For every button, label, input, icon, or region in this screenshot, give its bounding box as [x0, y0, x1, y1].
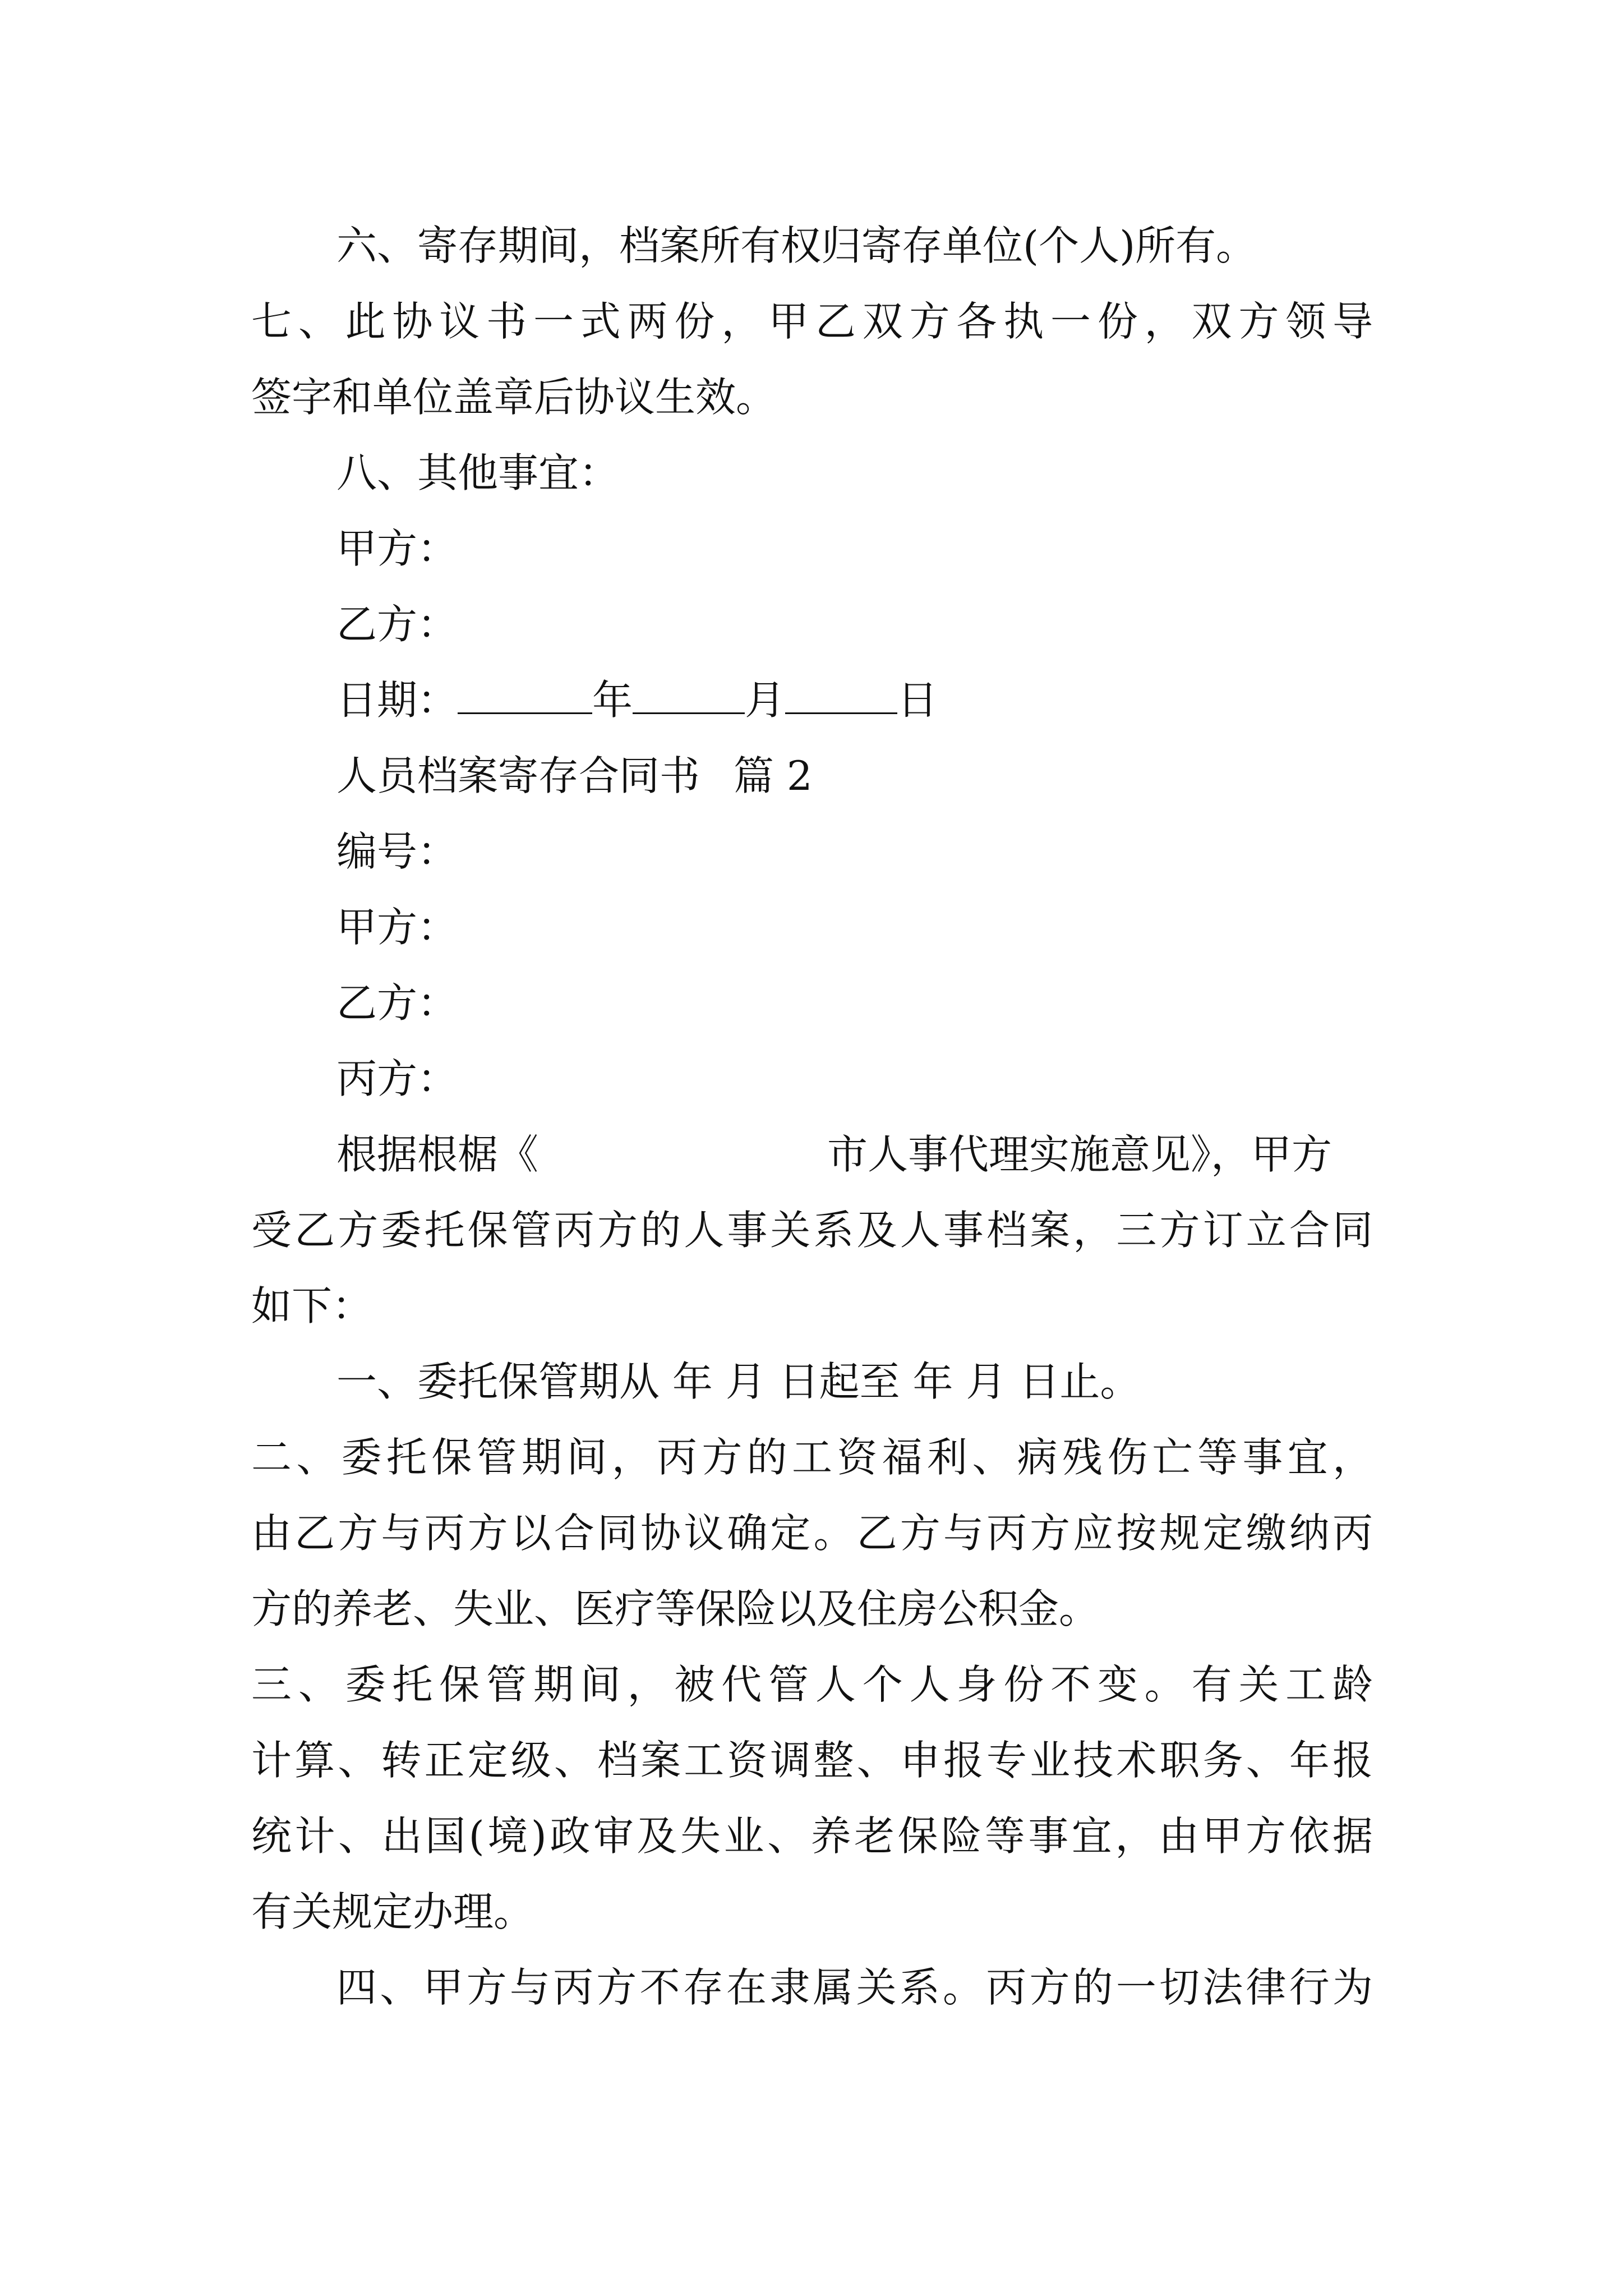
date-line: [336, 675, 938, 725]
clause-three-line-2: 计算、转正定级、档案工资调整、申报专业技术职务、年报: [251, 1737, 1373, 1784]
clause-two-line-1: 二、委托保管期间，丙方的工资福利、病残伤亡等事宜，: [251, 1434, 1373, 1481]
clause-two-line-3: 方的养老、失业、医疗等保险以及住房公积金。: [251, 1585, 1100, 1632]
year-blank: [458, 678, 592, 714]
clause-three-line-4: 有关规定办理。: [251, 1888, 534, 1935]
month-blank: [633, 678, 745, 714]
number-label: 编号：: [336, 828, 458, 875]
party-b-label: 乙方：: [336, 601, 458, 648]
day-label: 日: [897, 677, 938, 724]
preamble-line-1: [336, 1129, 1332, 1180]
month-label: 月: [745, 677, 786, 724]
year-label: 年: [592, 677, 633, 724]
date-label: 日期：: [336, 677, 458, 724]
contract-title: 人员档案寄存合同书: [336, 752, 700, 799]
clause-four-line-1: 四、甲方与丙方不存在隶属关系。丙方的一切法律行为: [336, 1964, 1373, 2011]
preamble-line-2: 受乙方委托保管丙方的人事关系及人事档案，三方订立合同: [251, 1207, 1373, 1254]
clause-seven-line-1: 七、此协议书一式两份，甲乙双方各执一份，双方领导: [251, 298, 1373, 345]
clause-three-line-3: 统计、出国(境)政审及失业、养老保险等事宜，由甲方依据: [251, 1812, 1373, 1860]
part-number: 篇 2: [734, 752, 813, 799]
preamble-line-3: 如下：: [251, 1282, 373, 1329]
clause-six: 六、寄存期间，档案所有权归寄存单位(个人)所有。: [336, 222, 1257, 269]
clause-two-line-2: 由乙方与丙方以合同协议确定。乙方与丙方应按规定缴纳丙: [251, 1510, 1373, 1557]
preamble-rest: 市人事代理实施意见》，甲方: [827, 1131, 1332, 1178]
clause-seven-line-2: 签字和单位盖章后协议生效。: [251, 374, 777, 421]
preamble-start: 根据根椐《: [336, 1131, 539, 1178]
clause-three-line-1: 三、委托保管期间，被代管人个人身份不变。有关工龄: [251, 1661, 1373, 1708]
party-a-label-2: 甲方：: [336, 904, 458, 951]
party-a-label: 甲方：: [336, 525, 458, 572]
party-c-label: 丙方：: [336, 1055, 458, 1102]
clause-one: 一、委托保管期从 年 月 日起至 年 月 日止。: [336, 1358, 1141, 1405]
day-blank: [785, 678, 897, 714]
clause-eight: 八、其他事宜：: [336, 449, 620, 496]
section-title: [336, 751, 813, 801]
party-b-label-2: 乙方：: [336, 979, 458, 1027]
